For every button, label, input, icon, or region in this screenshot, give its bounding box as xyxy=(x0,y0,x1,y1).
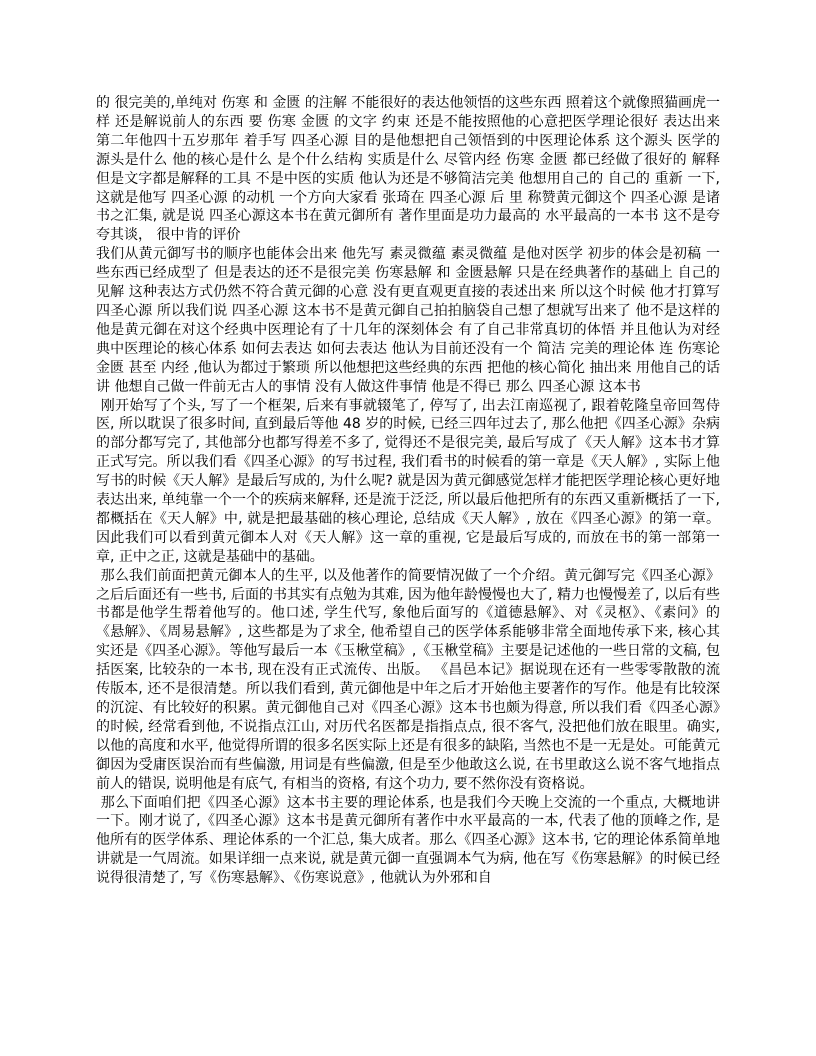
paragraph: 那么我们前面把黄元御本人的生平, 以及他著作的简要情况做了一个介绍。黄元御写完《四圣心源》之后后面还有一些书, 后面的书其实有点勉为其难, 因为他年龄慢慢也大了, 精力也慢慢差了, 以后有些书都是他学生帮着他写的。他口述, 学生代写, 象他后面写的《道德悬解》、对《灵枢》、《素问》的《悬解》、《周易悬解》, 这些都是为了求全, 他希望自己的医学体系能够非常全面地传承下来, 核心其实还是《四圣心源》。等他写最后一本《玉楸堂稿》,《玉楸堂稿》主要是记述他的一些日常的文稿, 包括医案, 比较杂的一本书, 现在没有正式流传、出版。 《昌邑本记》据说现在还有一些零零散散的流传版本, 还不是很清楚。所以我们看到, 黄元御他是中年之后才开始他主要著作的写作。他是有比较深的沉淀、有比较好的积累。黄元御他自己对《四圣心源》这本书也颇为得意, 所以我们看《四圣心源》的时候, 经常看到他, 不说指点江山, 对历代名医都是指指点点, 很不客气, 没把他们放在眼里。确实, 以他的高度和水平, 他觉得所谓的很多名医实际上还是有很多的缺陷, 当然也不是一无是处。可能黄元御因为受庸医误治而有些偏激, 用词是有些偏激, 但是至少他敢这么说, 在书里敢这么说不客气地指点前人的错误, 说明他是有底气, 有相当的资格, 有这个功力, 要不然你没有资格说。 xyxy=(96,567,725,792)
paragraph: 刚开始写了个头, 写了一个框架, 后来有事就辍笔了, 停写了, 出去江南巡视了, 跟着乾隆皇帝回驾侍医, 所以耽误了很多时间, 直到最后等他 48 岁的时候, 已经三四年过去了, 那么他把《四圣心源》杂病的部分都写完了, 其他部分也都写得差不多了, 觉得还不是很完美, 最后写成了《天人解》这本书才算正式写完。所以我们看《四圣心源》的写书过程, 我们看书的时候看的第一章是《天人解》, 实际上他写书的时候《天人解》是最后写成的, 为什么呢? 就是因为黄元御感觉怎样才能把医学理论核心更好地表达出来, 单纯靠一个一个的疾病来解释, 还是流于泛泛, 所以最后他把所有的东西又重新概括了一下, 都概括在《天人解》中, 就是把最基础的核心理论, 总结成《天人解》, 放在《四圣心源》的第一章。因此我们可以看到黄元御本人对《天人解》这一章的重视, 它是最后写成的, 而放在书的第一部第一章, 正中之正, 这就是基础中的基础。 xyxy=(96,397,725,565)
document-body xyxy=(96,94,725,888)
paragraph: 的 很完美的,单纯对 伤寒 和 金匮 的注解 不能很好的表达他领悟的这些东西 照着这个就像照猫画虎一样 还是解说前人的东西 要 伤寒 金匮 的文字 约束 还是不能按照他的心意把医学理论很好 表达出来 第二年他四十五岁那年 着手写 四圣心源 目的是他想把自己领悟到的中医理论体系 这个源头 医学的源头是什么 他的核心是什么 是个什么结构 实质是什么 尽管内经 伤寒 金匮 都已经做了很好的 解释 但是文字都是解释的工具 不是中医的实质 他认为还是不够简洁完美 他想用自己的 自己的 重新 一下, 这就是他写 四圣心源 的动机 一个方向大家看 张琦在 四圣心源 后 里 称赞黄元御这个 四圣心源 是诸书之汇集, 就是说 四圣心源这本书在黄元御所有 著作里面是功力最高的 水平最高的一本书 这不是夸夸其谈， 很中肯的评价 xyxy=(96,95,725,244)
paragraph: 那么下面咱们把《四圣心源》这本书主要的理论体系, 也是我们今天晚上交流的一个重点, 大概地讲一下。刚才说了,《四圣心源》这本书是黄元御所有著作中水平最高的一本, 代表了他的顶峰之作, 是他所有的医学体系、理论体系的一个汇总, 集大成者。那么《四圣心源》这本书, 它的理论体系简单地讲就是一气周流。如果详细一点来说, 就是黄元御一直强调本气为病, 他在写《伤寒悬解》的时候已经说得很清楚了, 写《伤寒悬解》、《伤寒说意》, 他就认为外邪和自 xyxy=(96,794,720,887)
paragraph: 我们从黄元御写书的顺序也能体会出来 他先写 素灵微蕴 素灵微蕴 是他对医学 初步的体会是初稿 一些东西已经成型了 但是表达的还不是很完美 伤寒悬解 和 金匮悬解 只是在经典著作的基础上 自己的见解 这种表达方式仍然不符合黄元御的心意 没有更直观更直接的表述出来 所以这个时候 他才打算写 四圣心源 所以我们说 四圣心源 这本书不是黄元御自己拍拍脑袋自己想了想就写出来了 他不是这样的 他是黄元御在对这个经典中医理论有了十几年的深刻体会 有了自己非常真切的体悟 并且他认为对经典中医理论的核心体系 如何去表达 如何去表达 他认为目前还没有一个 简洁 完美的理论体 连 伤寒论 金匮 甚至 内经 ,他认为都过于繁琐 所以他想把这些经典的东西 把他的核心简化 抽出来 用他自己的话讲 他想自己做一件前无古人的事情 没有人做这件事情 他是不得已 那么 四圣心源 这本书 xyxy=(96,246,725,395)
